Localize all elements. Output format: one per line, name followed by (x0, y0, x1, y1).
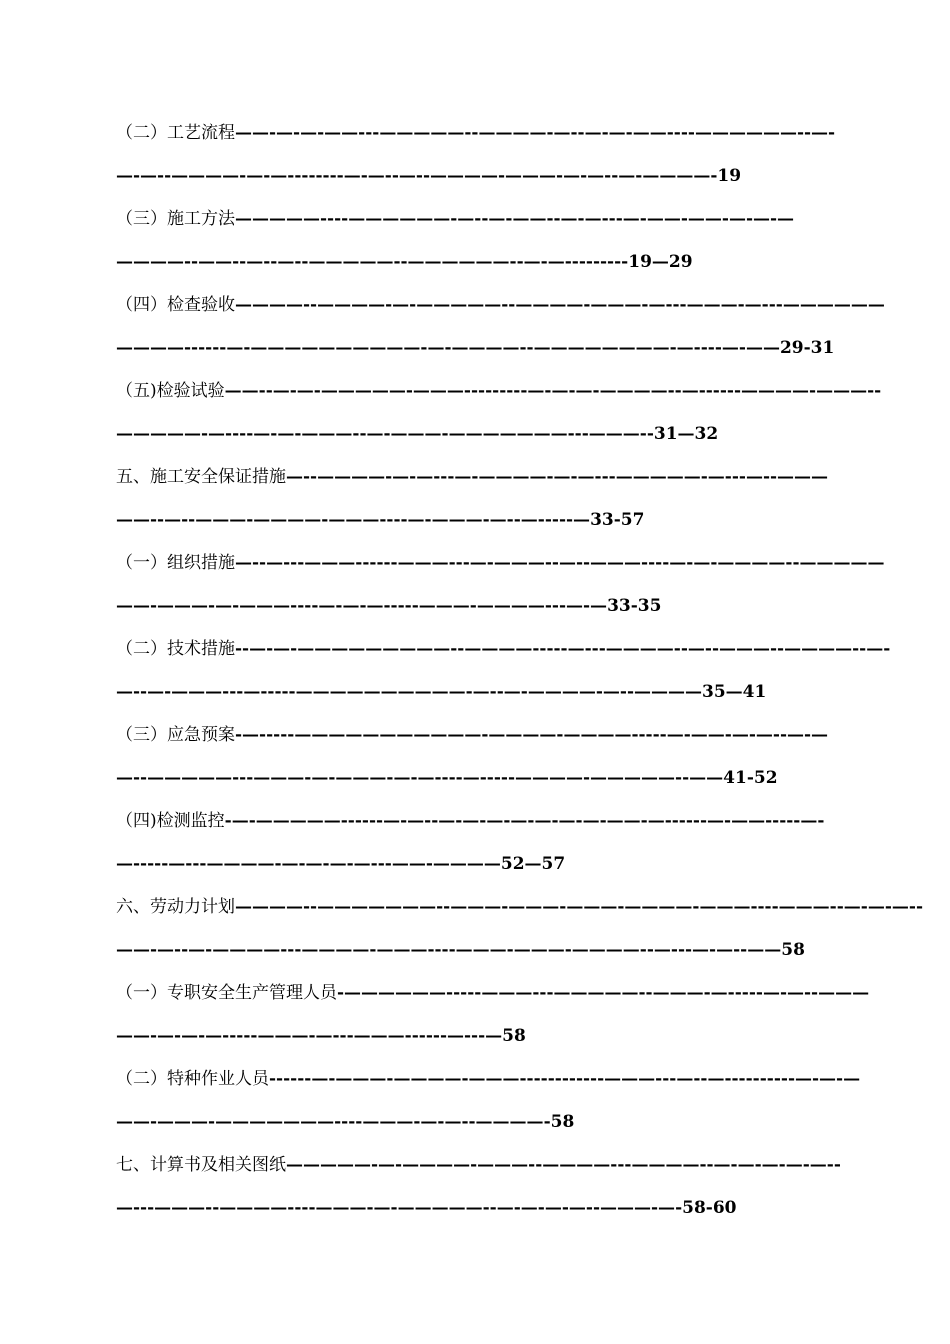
toc-leader: ——-—-—-——---—————--————-—--—-—-——----——————--—- (235, 123, 836, 143)
toc-line (116, 288, 885, 331)
toc-entry-monitoring (116, 804, 840, 890)
toc-line (116, 675, 840, 718)
toc-entry-title: （五)检验试验 (116, 381, 225, 401)
toc-line (116, 976, 870, 1019)
toc-leader: -——————-----———---—————--———-—-----—-—--——— (337, 983, 870, 1003)
toc-line (116, 374, 882, 417)
toc-line (116, 589, 840, 632)
table-of-contents (116, 116, 924, 1234)
toc-page-number: 58 (502, 1026, 526, 1046)
toc-leader: —--————-—-—---—-————-—-—---—————-—---—--——— (286, 467, 829, 487)
toc-line (116, 417, 840, 460)
toc-page-number: 31—32 (653, 424, 719, 444)
toc-entry-calculations-drawings (116, 1148, 840, 1234)
toc-leader: -—-—————------—-—--—-—-—-—-—-—-—-——-—------—-——-----—- (224, 811, 825, 831)
toc-leader: —————----——————-—--—-——--—-—---—-——-——-—-—-— (235, 209, 795, 229)
toc-line (116, 933, 840, 976)
toc-entry-organizational-measures (116, 546, 885, 632)
toc-entry-title: （一）专职安全生产管理人员 (116, 983, 337, 1003)
toc-entry-inspection-test (116, 374, 882, 460)
toc-entry-title: 五、施工安全保证措施 (116, 467, 286, 487)
toc-leader: —-—--————-—-—--------—-—--—--————-———-—-—--—-———— (116, 166, 711, 186)
toc-entry-technical-measures (116, 632, 891, 718)
toc-leader: ——-———-—-———----—-—-—-----———-————---—-— (116, 596, 608, 616)
toc-entry-title: （三）施工方法 (116, 209, 235, 229)
toc-line (116, 116, 840, 159)
toc-page-number: 33-57 (590, 510, 645, 530)
toc-entry-special-workers (116, 1062, 861, 1148)
toc-leader: ——-———-———————----———-—-—--———— (116, 1112, 544, 1132)
toc-page-number: -58 (543, 1112, 575, 1132)
toc-line (116, 890, 924, 933)
toc-leader: ————--——--—--—--—————--——————--—-—--------- (116, 252, 629, 272)
toc-leader: —--—————---———-—-———-—-—----—-----————-—————--—— (116, 768, 724, 788)
toc-entry-safety-managers (116, 976, 870, 1062)
toc-leader: ——-—-—-—-----———-—---———------—---— (116, 1026, 503, 1046)
toc-entry-title: （二）技术措施 (116, 639, 235, 659)
toc-entry-labor-plan (116, 890, 924, 976)
toc-line (116, 245, 840, 288)
toc-leader: ——--—-—-—————-———---------—-—-—-————--—------————-———-- (224, 381, 882, 401)
toc-entry-title: （二）工艺流程 (116, 123, 235, 143)
toc-entry-title: （一）组织措施 (116, 553, 235, 573)
toc-leader: —————-—-————-———--————---————--—-—-—-—-—-- (286, 1155, 841, 1175)
toc-page-number: 41-52 (723, 768, 778, 788)
toc-page-number: 29-31 (779, 338, 835, 358)
toc-page-number: -58-60 (675, 1198, 737, 1218)
toc-entry-title: （二）特种作业人员 (116, 1069, 269, 1089)
toc-page-number: 33-35 (607, 596, 662, 616)
toc-line (116, 546, 885, 589)
toc-leader: --—-—-—————————--————-----—---————--—--———--————--—- (235, 639, 891, 659)
toc-line (116, 804, 840, 847)
toc-line (116, 503, 840, 546)
toc-leader: ————------—-——————————-—-————--————————-—----—-—— (116, 338, 780, 358)
toc-page-number: 35—41 (702, 682, 767, 702)
toc-page-number: -19 (710, 166, 742, 186)
toc-leader: ————--———————--———-———-———-————-———----———--—-—-—-- (235, 897, 924, 917)
toc-leader: ------—-———-————-———------------———---—--—----------—-—-— (269, 1069, 861, 1089)
toc-entry-title: （三）应急预案 (116, 725, 235, 745)
toc-line (116, 1062, 861, 1105)
toc-entry-emergency-plan (116, 718, 840, 804)
toc-page-number: 58 (781, 940, 805, 960)
toc-entry-title: （四）检查验收 (116, 295, 235, 315)
toc-line (116, 460, 840, 503)
toc-leader: —--—---———------———---—-———--—--———----—-—-————--————— (235, 553, 885, 573)
toc-page-number: 19—29 (628, 252, 693, 272)
toc-page-number: 52—57 (500, 854, 566, 874)
toc-leader: —---———--————----———-—-—————--—-—-—-—--———-— (116, 1198, 676, 1218)
toc-line (116, 159, 840, 202)
toc-line (116, 331, 840, 374)
toc-entry-inspection-acceptance (116, 288, 885, 374)
toc-entry-title: （四)检测监控 (116, 811, 225, 831)
toc-line (116, 1019, 840, 1062)
toc-line (116, 1105, 840, 1148)
toc-line (116, 202, 840, 245)
toc-leader: —————-—----—-—-———--—-———-———————---———-- (116, 424, 654, 444)
toc-entry-construction-method (116, 202, 840, 288)
toc-line (116, 761, 840, 804)
toc-entry-title: 七、计算书及相关图纸 (116, 1155, 286, 1175)
toc-entry-craft-process (116, 116, 840, 202)
toc-leader: ——-—--—-————---————-———----———-———-————--—---—-—--—— (116, 940, 782, 960)
toc-entry-title: 六、劳动力计划 (116, 897, 235, 917)
toc-entry-safety-measures (116, 460, 840, 546)
toc-line (116, 718, 840, 761)
toc-line (116, 847, 840, 890)
toc-line (116, 1148, 840, 1191)
toc-leader: —--—-———---—-----——————————-—--—-————-—--———— (116, 682, 703, 702)
toc-line (116, 1191, 840, 1234)
toc-leader: —-----—---————-—-—-—-—---——-———— (116, 854, 501, 874)
toc-leader: ——--—--———-————-———----—-———-—--—-----— (116, 510, 591, 530)
toc-leader: -—-----———————————-————-————-----—-——-—-—--—-— (235, 725, 829, 745)
toc-line (116, 632, 891, 675)
toc-leader: ————--————-—-—————--————-———-—---———-—---—————— (235, 295, 885, 315)
